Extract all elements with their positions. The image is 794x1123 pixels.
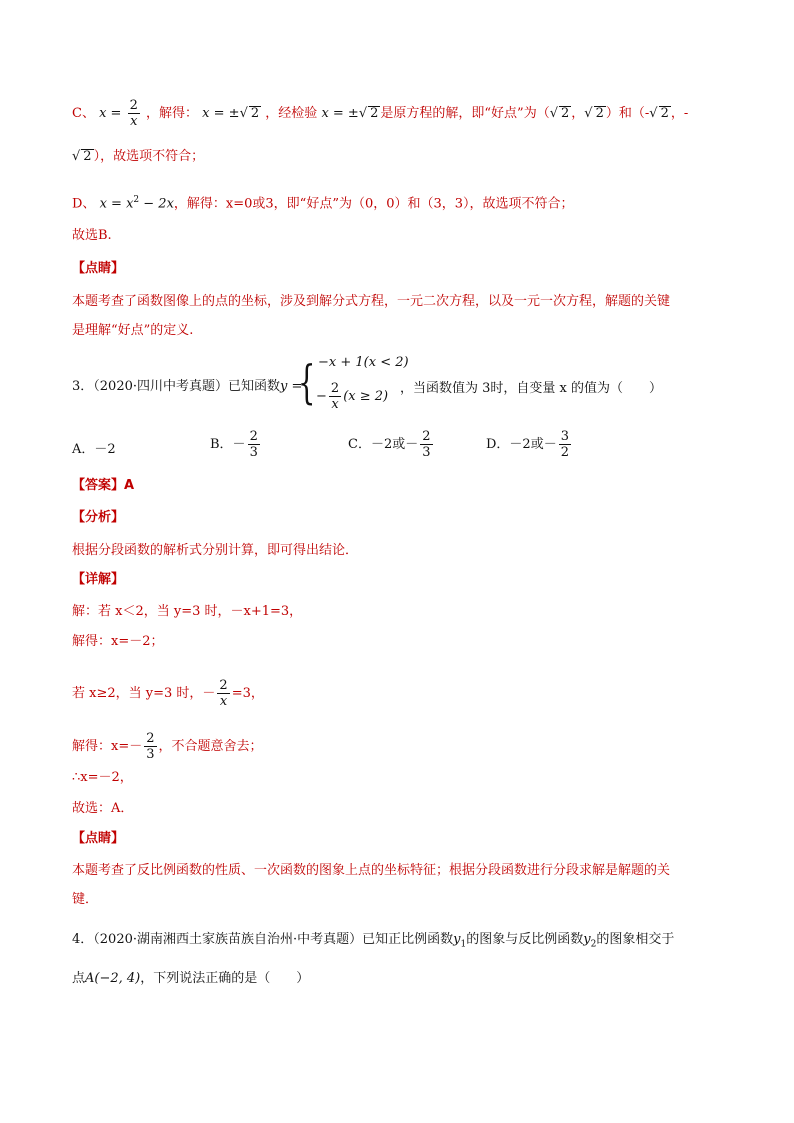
option-c-line: C、 x = $\frac{2}{x}$ ，解得： x = ±√ 2 ，经检验 x = ±√ 2 是原方程的解，即“好点”为（√ 2 ，√ 2 ）和（-√ 2 ，- bbox=[72, 98, 689, 129]
point-a: A(−2, 4) bbox=[85, 971, 141, 986]
choose-b: 故选B. bbox=[72, 228, 112, 243]
question-4-line-1: 4．（2020·湖南湘西土家族苗族自治州·中考真题）已知正比例函数$y_1$的图象与反比例函数$y_2$的图象相交于 bbox=[72, 932, 675, 950]
detail-line-1: 解：若 x＜2，当 y=3 时，－x+1=3， bbox=[72, 604, 303, 619]
detail-line-3: 若 x≥2，当 y=3 时，－ $\frac{2}{x}$ =3， bbox=[72, 678, 264, 709]
option-c-line-2: √ 2 ），故选项不符合； bbox=[72, 149, 205, 164]
fraction: $\frac{2}{x}$ bbox=[129, 98, 138, 129]
piecewise-brace: { bbox=[297, 355, 316, 409]
detail-line-4: 解得：x=－ $\frac{2}{3}$ ，不合题意舍去； bbox=[72, 731, 263, 762]
question-3-suffix: ，当函数值为 3时，自变量 x 的值为（ ） bbox=[400, 381, 662, 396]
option-b: B．－ $\frac{2}{3}$ bbox=[210, 429, 258, 460]
piece-2: − $\frac{2}{x}$ (x ≥ 2) bbox=[316, 381, 389, 412]
detail-line-5: ∴x=－2， bbox=[72, 770, 133, 785]
dianjing-heading-2: 【点睛】 bbox=[72, 831, 125, 846]
analysis-text: 根据分段函数的解析式分别计算，即可得出结论． bbox=[72, 543, 359, 558]
option-c: C．－2或－ $\frac{2}{3}$ bbox=[348, 429, 431, 460]
piece-1: −x + 1(x < 2) bbox=[318, 355, 409, 370]
question-4-line-2: 点A(−2, 4)，下列说法正确的是（ ） bbox=[72, 971, 310, 986]
analysis-heading: 【分析】 bbox=[72, 510, 125, 525]
detail-line-6: 故选：A． bbox=[72, 801, 134, 816]
question-3-prefix: 3．（2020·四川中考真题）已知函数y = bbox=[72, 379, 303, 394]
dianjing-text-1b: 是理解“好点”的定义. bbox=[72, 323, 194, 338]
answer-line: 【答案】A bbox=[72, 478, 135, 493]
option-d-line: D、 $x = x^2 - 2x$，解得：x=0或3，即“好点”为（0，0）和（3，3），故选项不符合； bbox=[72, 195, 574, 212]
option-c-label: C、 bbox=[72, 106, 95, 121]
detail-line-2: 解得：x=－2； bbox=[72, 634, 164, 649]
dianjing-text-2b: 键． bbox=[72, 892, 99, 907]
dianjing-text-1: 本题考查了函数图像上的点的坐标，涉及到解分式方程，一元二次方程，以及一元一次方程，解题的关键 bbox=[72, 294, 671, 309]
option-a: A．－2 bbox=[72, 442, 116, 457]
dianjing-heading-1: 【点睛】 bbox=[72, 261, 125, 276]
dianjing-text-2: 本题考查了反比例函数的性质、一次函数的图象上点的坐标特征；根据分段函数进行分段求解是解题的关 bbox=[72, 863, 671, 878]
detail-heading: 【详解】 bbox=[72, 572, 125, 587]
option-d: D．－2或－ $\frac{3}{2}$ bbox=[486, 429, 569, 460]
